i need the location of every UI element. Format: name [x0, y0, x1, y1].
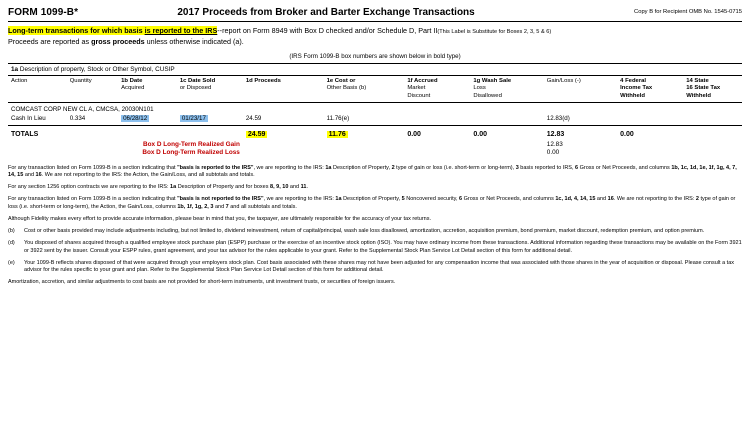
- description-row: [8, 64, 742, 76]
- cell-accrued-market-discount: [404, 114, 470, 126]
- totals-cost-basis: 11.76: [328, 130, 346, 138]
- cell-quantity: 0.334: [69, 115, 86, 123]
- totals-proceeds: 24.59: [247, 130, 266, 138]
- realized-loss-value: 0.00: [546, 148, 560, 156]
- totals-accrued-market-discount: 0.00: [407, 130, 421, 138]
- cell-cost-basis: 11.76(e): [326, 115, 350, 123]
- totals-gain-loss: 12.83: [546, 130, 565, 138]
- cell-gain-loss: 12.83(d): [546, 115, 570, 123]
- banner-line2-c: unless otherwise indicated (a).: [146, 37, 244, 46]
- cell-state-withheld: [683, 114, 742, 126]
- col-state-withheld: 14 State 16 State Tax Withheld: [686, 78, 721, 99]
- col-accrued-market-discount: 1f Accrued Market Discount: [407, 78, 438, 99]
- box-number-note: (IRS Form 1099-B box numbers are shown below in bold type): [289, 53, 461, 60]
- note-amortization: Amortization, accretion, and similar adjustments to cost basis are not provided for short-term instruments, unit investment trusts, or securities of foreign issuers.: [8, 279, 396, 286]
- column-header-row: [8, 76, 742, 103]
- note-d-marker: (d): [8, 240, 15, 247]
- realized-loss-label: Box D Long-Term Realized Loss: [142, 148, 240, 156]
- realized-gain-row: [8, 140, 742, 148]
- note-b: [8, 228, 742, 235]
- cell-proceeds: 24.59: [245, 115, 262, 123]
- form-id: FORM 1099-B*: [8, 7, 79, 18]
- totals-wash-sale: 0.00: [473, 130, 487, 138]
- banner-substitute-note: (This Label is Substitute for Boxes 2, 3, 5 & 6): [437, 29, 552, 35]
- cell-federal-withheld: [617, 114, 683, 126]
- cell-action: Cash In Lieu: [11, 115, 46, 123]
- table-row: [8, 114, 742, 126]
- realized-gain-value: 12.83: [546, 140, 563, 148]
- footnotes: [8, 165, 742, 287]
- note-b-text: Cost or other basis provided may include adjustments including, but not limited to, dividend reinvestment, return of capital/principal, wash sale loss disallowed, amortization, accretion, acquisition premium, bond premium, market discount, redemption premium, and option premium.: [24, 228, 705, 235]
- totals-row: [8, 128, 742, 140]
- cell-wash-sale: [470, 114, 543, 126]
- cell-date-acquired: 06/28/12: [123, 115, 148, 123]
- col-date-acquired: 1b Date Acquired: [121, 78, 145, 92]
- note-section-1256: For any section 1256 option contracts we are reporting to the IRS: 1a Description of Property and for boxes 8, 9, 10 and 11.: [8, 184, 308, 191]
- col-cost-basis: 1e Cost or Other Basis (b): [326, 78, 367, 92]
- col-quantity: Quantity: [69, 78, 92, 84]
- copy-omb-note: Copy B for Recipient OMB No. 1545-0715: [634, 9, 742, 15]
- note-d: [8, 240, 742, 255]
- totals-federal-withheld: 0.00: [620, 130, 634, 138]
- col-date-sold: 1c Date Sold or Disposed: [179, 78, 216, 92]
- col-gain-loss: Gain/Loss (-): [546, 78, 581, 84]
- desc-box-number: 1a: [11, 66, 19, 73]
- banner-line2-a: Proceeds are reported as: [8, 37, 90, 46]
- totals-label: TOTALS: [11, 130, 39, 138]
- desc-box-text: Description of property, Stock or Other Symbol, CUSIP: [19, 66, 175, 73]
- note-basis-not-reported: For any transaction listed on Form 1099-B in a section indicating that "basis is not reported to the IRS", we are reporting to the IRS: 1a Description of Property, 5 Noncovered security, 6 Gross or Net Proceeds, and columns 1c, 1d, 4, 14, 15 and 16. We are not reporting to the IRS: 2 type of gain or loss (i.e. short-term or long-term), the Action, the Gain/Loss, columns 1b, 1f, 1g, 2, 3 and 7 and all subtotals and totals.: [8, 196, 736, 210]
- note-b-marker: (b): [8, 228, 15, 235]
- col-proceeds: 1d Proceeds: [245, 78, 281, 84]
- long-term-banner: [8, 26, 742, 46]
- banner-highlight-reported: is reported to the IRS: [144, 26, 218, 35]
- security-name: COMCAST CORP NEW CL A, CMCSA, 20030N101: [11, 106, 154, 114]
- col-action: Action: [11, 78, 28, 84]
- page-title: 2017 Proceeds from Broker and Barter Exchange Transactions: [177, 7, 475, 18]
- security-description-row: [8, 103, 742, 115]
- note-e-marker: (e): [8, 259, 15, 266]
- col-wash-sale: 1g Wash Sale Loss Disallowed: [473, 78, 512, 99]
- transactions-table: [8, 63, 742, 156]
- realized-loss-row: [8, 148, 742, 156]
- col-federal-withheld: 4 Federal Income Tax Withheld: [620, 78, 653, 99]
- note-e: [8, 260, 742, 275]
- note-basis-reported: For any transaction listed on Form 1099-B in a section indicating that "basis is reported to the IRS", we are reporting to the IRS: 1a Description of Property, 2 type of gain or loss (i.e. short-term or long-term), 3 basis reported to IRS, 6 Gross or Net Proceeds, and columns 1b, 1c, 1d, 1e, 1f, 1g, 4, 7, 14, 15 and 16. We are not reporting to the IRS: the Action, the Gain/Loss, and all subtotals and totals.: [8, 164, 737, 178]
- note-disclaimer: Although Fidelity makes every effort to provide accurate information, please bear in mind that you, the taxpayer, are ultimately responsible for the accuracy of your tax returns.: [8, 215, 432, 222]
- cell-date-sold: 01/23/17: [181, 115, 206, 123]
- note-d-text: You disposed of shares acquired through a qualified employee stock purchase plan (ESPP) purchase or the exercise of an incentive stock option (ISO). You may have ordinary income from these transactions. Additional information regarding these transactions may be available on the Form 3921 or 3922 sent by the issuer. Consult your ESPP rules, grant agreement, and your tax advisor for the rules applicable to your grant. Refer to the Supplemental Stock Plan Service Lot Detail section of this form for additional detail.: [24, 240, 742, 254]
- banner-line1-tail: --report on Form 8949 with Box D checked and/or Schedule D, Part II: [217, 26, 438, 35]
- header-divider: [8, 21, 742, 22]
- banner-highlight-lead: Long-term transactions for which basis: [8, 26, 143, 35]
- banner-gross-proceeds: gross proceeds: [91, 37, 145, 46]
- realized-gain-label: Box D Long-Term Realized Gain: [143, 140, 240, 148]
- document-header: [8, 6, 742, 18]
- note-e-text: Your 1099-B reflects shares disposed of that were acquired through your employers stock plan. Cost basis associated with these shares may not have been adjusted for any compensation income that was associated with those shares in the year of acquisition or disposal. Please consult a tax advisor for the rules specific to your grant and plan. Refer to the Supplemental Stock Plan Service Lot Detail section of this form for additional detail.: [24, 259, 734, 274]
